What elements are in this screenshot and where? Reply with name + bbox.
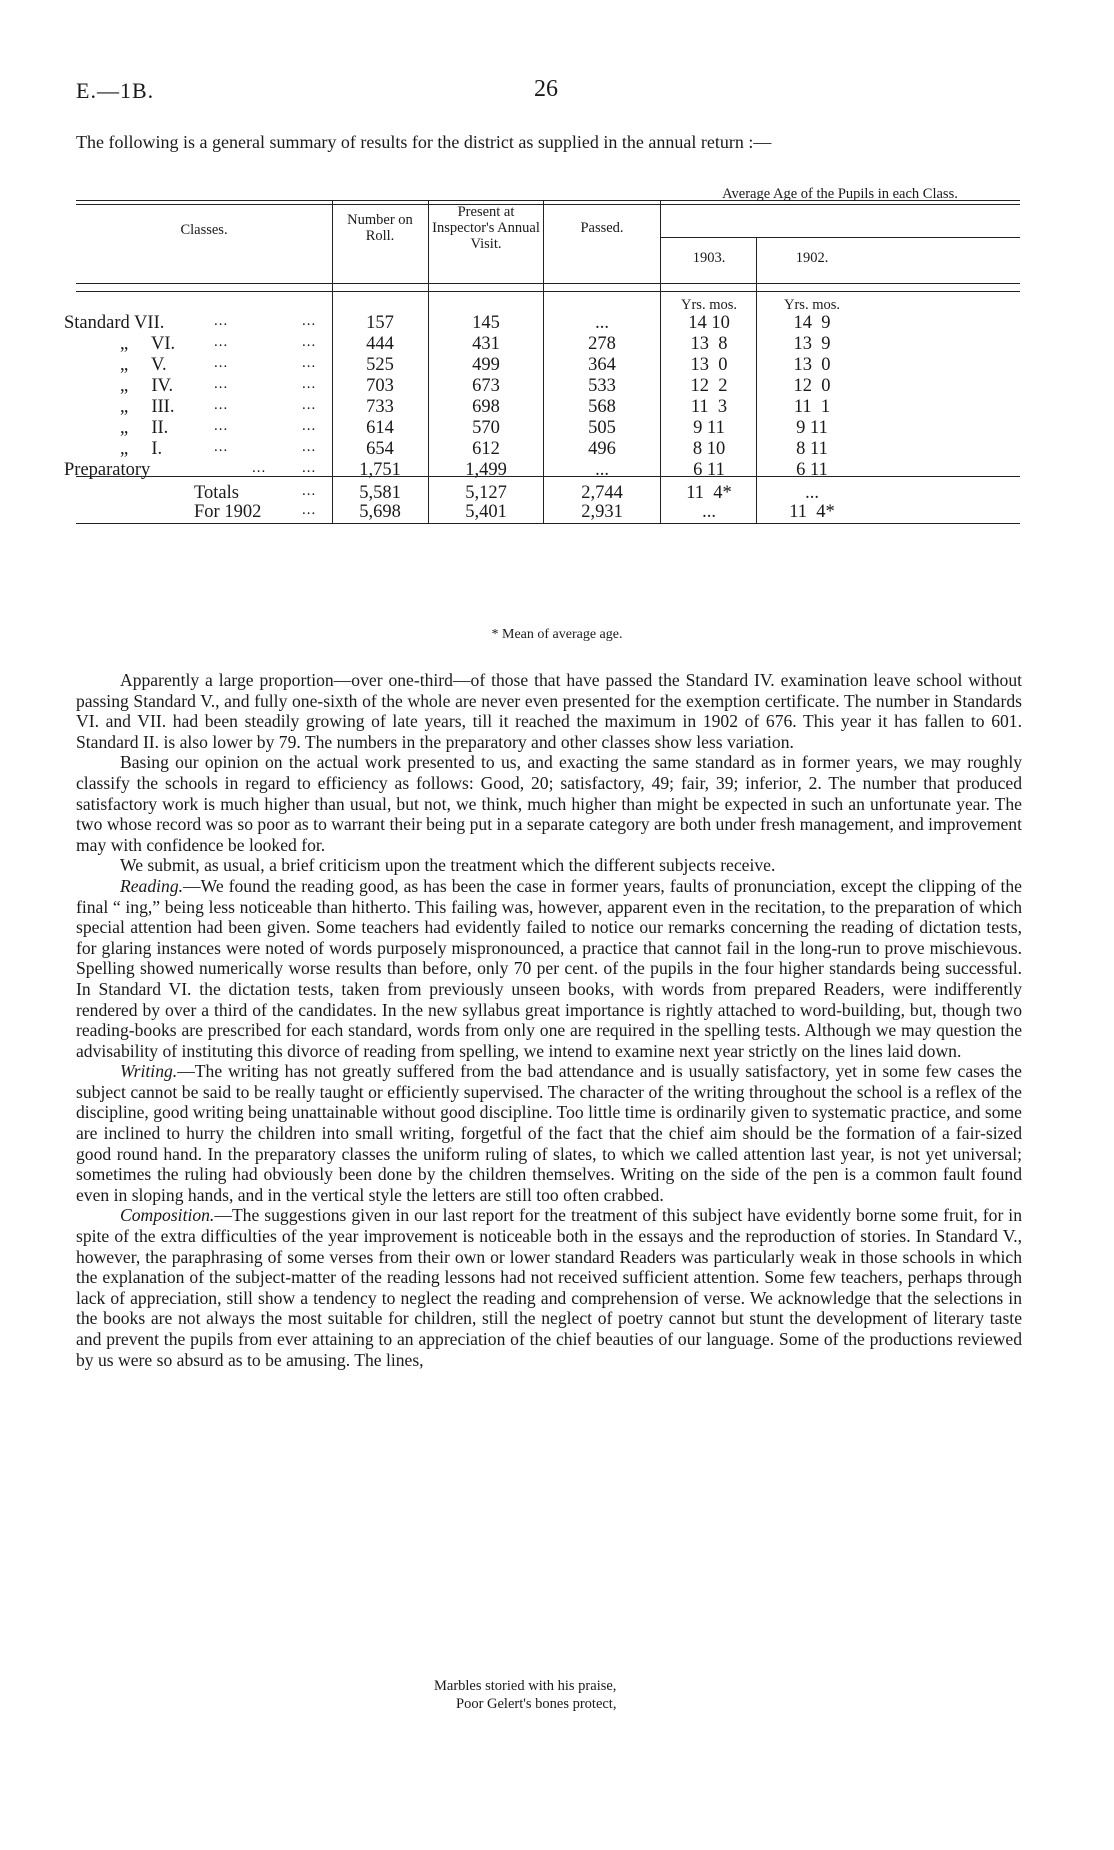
age-1902-value: 8 11 [796,439,828,459]
age-1902-value: 6 11 [796,460,828,480]
passed-value: 364 [588,355,616,375]
col-head-classes: Classes. [180,222,228,238]
row-label: Standard VII. [64,313,165,333]
row-label: „ I. [120,439,163,459]
col-head-average-age: Average Age of the Pupils in each Class. [722,186,958,202]
verse-line: Marbles storied with his praise, [434,1678,617,1694]
roll-value: 1,751 [359,460,401,480]
age-1903-value: 12 2 [690,376,728,396]
leader-dots: ... [302,502,317,518]
for-1902-roll: 5,698 [359,502,401,522]
age-1902-value: 11 1 [793,397,831,417]
reading-heading: Reading. [120,875,184,896]
age-1903-value: 13 8 [690,334,728,354]
for-1902-label: For 1902 [194,502,262,522]
roll-value: 614 [366,418,394,438]
leader-dots: ... [252,460,267,476]
paragraph-reading [76,876,1022,1061]
col-head-1903: 1903. [692,250,726,266]
row-label: „ IV. [120,376,174,396]
age-1903-value: 11 3 [690,397,728,417]
age-1903-value: 6 11 [693,460,725,480]
col-head-roll: Number on Roll. [347,212,413,244]
roll-value: 444 [366,334,394,354]
for-1902-age-1903: ... [702,502,716,522]
passed-value: ... [595,313,609,333]
totals-age-1902: ... [805,483,819,503]
leader-dots: ... [302,334,317,350]
passed-value: 568 [588,397,616,417]
units-1902: Yrs. mos. [784,297,840,313]
roll-value: 703 [366,376,394,396]
col-head-passed: Passed. [580,220,624,236]
row-label: „ III. [120,397,175,417]
row-label: „ VI. [120,334,176,354]
paragraph: Basing our opinion on the actual work presented to us, and exacting the same standard as in former years, we may roughly classify the schools in regard to efficiency as follows: Good, 20; satisfactory, 49; fair, 39; inferior, 2. The number that produced satisfactory work is much higher than usual, but not, we think, much higher than might be expected in such an unfortunate year. The two whose record was so poor as to warrant their being put in a separate category are both under fresh management, and improvement may with confidence be looked for. [76,752,1022,855]
present-value: 431 [472,334,500,354]
reading-text: —We found the reading good, as has been the case in former years, faults of pronunciation, except the clipping of the final “ ing,” being less noticeable than hitherto. This failing was, however, apparent even in the recitation, to the preparation of which special attention had been given. Some teachers had evidently failed to notice our remarks concerning the reading of dictation tests, for glaring instances were noted of words purposely mispronounced, a practice that cannot fail in the long-run to prove mischievous. Spelling showed numerically worse results than before, only 70 per cent. of the pupils in the four higher standards being successful. In Standard VI. the dictation tests, taken from previously unseen books, with words from prepared Readers, were indifferently rendered by over a third of the candidates. In the new syllabus great importance is rightly attached to word-building, but, though two reading-books are prescribed for each standard, words from only one are required in the spelling tests. Although we may question the advisability of instituting this divorce of reading from spelling, we intend to examine next year strictly on the lines laid down. [76,875,1022,1061]
passed-value: 278 [588,334,616,354]
leader-dots: ... [302,355,317,371]
leader-dots: ... [214,418,229,434]
leader-dots: ... [302,439,317,455]
paragraph-composition [76,1205,1022,1370]
age-1902-value: 14 9 [793,313,831,333]
age-1902-value: 9 11 [796,418,828,438]
row-label: „ II. [120,418,169,438]
table-footnote: * Mean of average age. [491,627,623,642]
passed-value: 505 [588,418,616,438]
leader-dots: ... [302,418,317,434]
summary-table [64,186,1020,610]
roll-value: 654 [366,439,394,459]
col-head-1902: 1902. [795,250,829,266]
leader-dots: ... [214,376,229,392]
leader-dots: ... [214,397,229,413]
intro-paragraph: The following is a general summary of results for the district as supplied in the annual return :— [76,132,772,152]
leader-dots: ... [302,376,317,392]
present-value: 612 [472,439,500,459]
leader-dots: ... [302,483,317,499]
age-1903-value: 13 0 [690,355,728,375]
totals-roll: 5,581 [359,483,401,503]
row-label: „ V. [120,355,167,375]
age-1903-value: 14 10 [688,313,730,333]
age-1903-value: 9 11 [693,418,725,438]
totals-passed: 2,744 [581,483,623,503]
leader-dots: ... [302,313,317,329]
age-1902-value: 12 0 [793,376,831,396]
passed-value: ... [595,460,609,480]
row-label: Preparatory [64,460,151,480]
roll-value: 733 [366,397,394,417]
writing-heading: Writing. [120,1061,178,1082]
report-body [76,670,1022,1370]
col-head-present: Present at Inspector's Annual Visit. [432,204,540,252]
present-value: 499 [472,355,500,375]
age-1902-value: 13 9 [793,334,831,354]
for-1902-present: 5,401 [465,502,507,522]
totals-label: Totals [194,483,239,503]
quoted-verse [0,1677,1114,1713]
passed-value: 496 [588,439,616,459]
report-code: E.—1B. [76,78,155,103]
present-value: 698 [472,397,500,417]
leader-dots: ... [214,355,229,371]
leader-dots: ... [302,397,317,413]
age-1902-value: 13 0 [793,355,831,375]
leader-dots: ... [214,313,229,329]
paragraph: We submit, as usual, a brief criticism upon the treatment which the different subjects receive. [120,855,776,876]
present-value: 1,499 [465,460,507,480]
present-value: 145 [472,313,500,333]
writing-text: —The writing has not greatly suffered from the bad attendance and is usually satisfactory, yet in some few cases the subject cannot be said to be really taught or efficiently supervised. The character of the writing throughout the school is a reflex of the discipline, good writing being unattainable without good discipline. Too little time is ordinarily given to systematic practice, and some are inclined to hurry the children into small writing, forgetful of the fact that the chief aim should be the formation of a fair-sized good round hand. In the preparatory classes the uniform ruling of slates, to which we called attention last year, is not yet universal; sometimes the ruling had obviously been done by the children themselves. Writing on the side of the pen is a common fault found even in sloping hands, and in the vertical style the letters are still too often crabbed. [76,1061,1022,1205]
composition-text: —The suggestions given in our last report for the treatment of this subject have evidently borne some fruit, for in spite of the extra difficulties of the year improvement is noticeable both in the essays and the reproduction of stories. In Standard V., however, the paraphrasing of some verses from their own or lower standard Readers was particularly weak in those schools in which the explanation of the subject-matter of the reading lessons had not received sufficient attention. Some few teachers, perhaps through lack of appreciation, still show a tendency to neglect the reading and comprehension of verse. We acknowledge that the selections in the books are not always the most suitable for children, still the neglect of poetry cannot but stunt the development of literary taste and prevent the pupils from ever attaining to an appreciation of the chief beauties of our language. Some of the productions reviewed by us were so absurd as to be amusing. The lines, [76,1205,1022,1370]
paragraph: Apparently a large proportion—over one-third—of those that have passed the Standard IV. examination leave school without passing Standard V., and fully one-sixth of the whole are never even presented for the exemption certificate. The number in Standards VI. and VII. had been steadily growing of late years, till it reached the maximum in 1902 of 676. This year it has fallen to 601. Standard II. is also lower by 79. The numbers in the preparatory and other classes show less variation. [76,670,1022,752]
age-1903-value: 8 10 [692,439,726,459]
for-1902-age-1902: 11 4* [789,502,835,522]
present-value: 673 [472,376,500,396]
composition-heading: Composition. [120,1205,215,1226]
leader-dots: ... [302,460,317,476]
leader-dots: ... [214,439,229,455]
units-1903: Yrs. mos. [681,297,737,313]
verse-line: Poor Gelert's bones protect, [456,1696,617,1712]
roll-value: 157 [366,313,394,333]
totals-present: 5,127 [465,483,507,503]
totals-age-1903: 11 4* [686,483,732,503]
roll-value: 525 [366,355,394,375]
page-number: 26 [534,76,558,102]
passed-value: 533 [588,376,616,396]
for-1902-passed: 2,931 [581,502,623,522]
leader-dots: ... [214,334,229,350]
present-value: 570 [472,418,500,438]
paragraph-writing [76,1061,1022,1205]
